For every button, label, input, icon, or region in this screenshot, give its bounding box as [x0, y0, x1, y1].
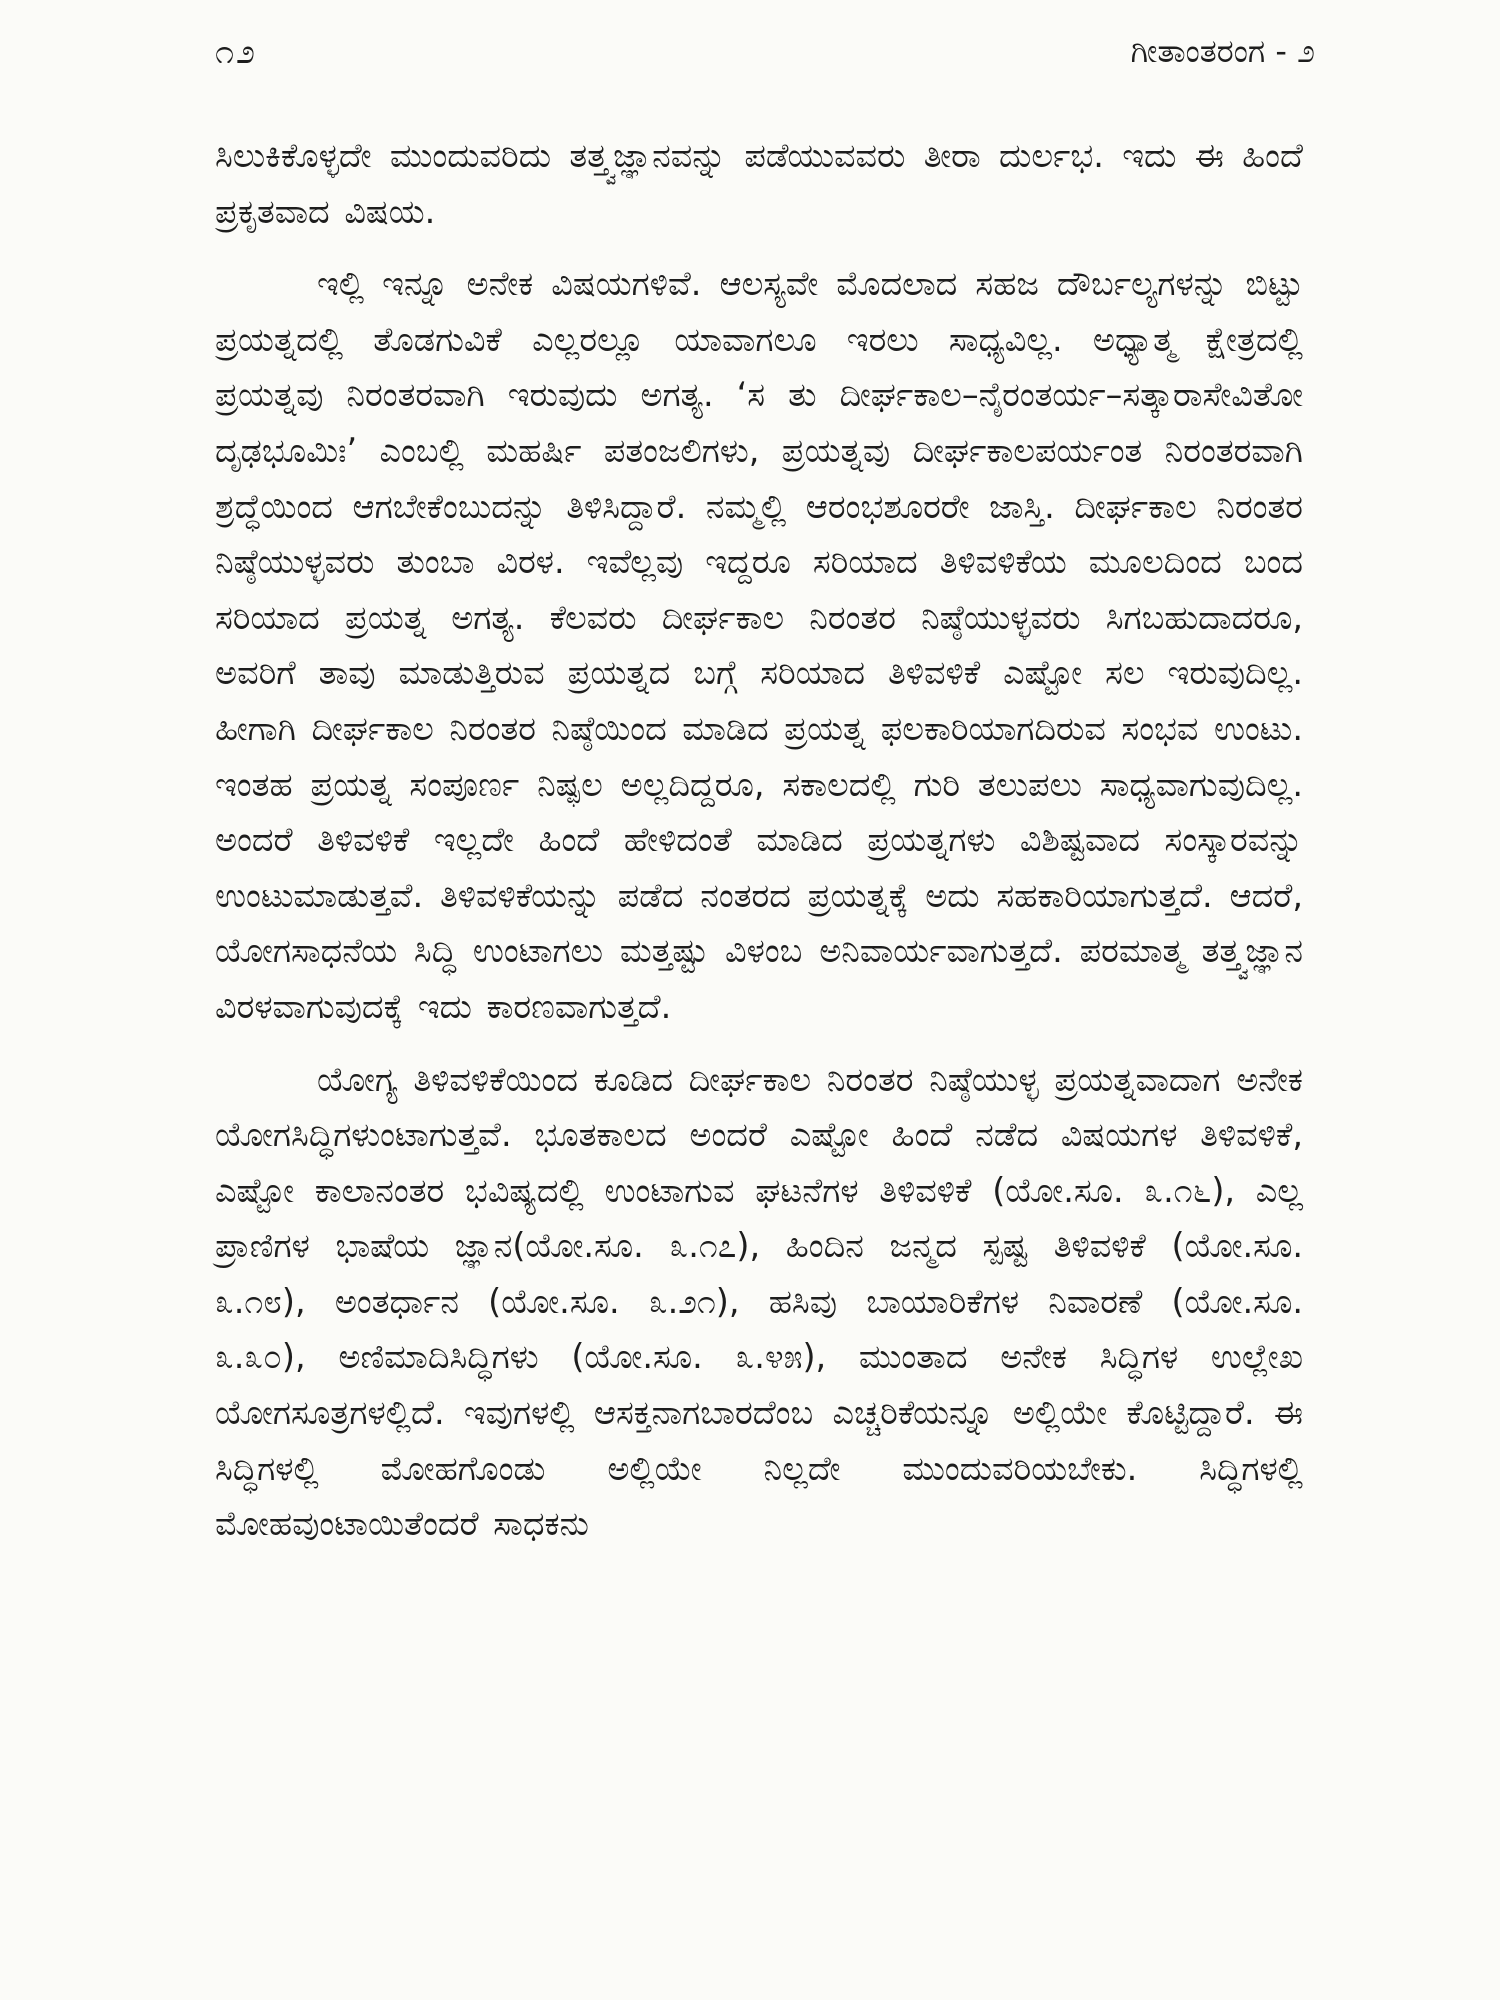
- page-header: [215, 32, 1315, 92]
- paragraph-3: ಯೋಗ್ಯ ತಿಳಿವಳಿಕೆಯಿಂದ ಕೂಡಿದ ದೀರ್ಘಕಾಲ ನಿರಂತರ ನಿಷ್ಠೆಯುಳ್ಳ ಪ್ರಯತ್ನವಾದಾಗ ಅನೇಕ ಯೋಗಸಿದ್ಧಿಗಳುಂಟಾಗುತ್ತವೆ. ಭೂತಕಾಲದ ಅಂದರೆ ಎಷ್ಟೋ ಹಿಂದೆ ನಡೆದ ವಿಷಯಗಳ ತಿಳಿವಳಿಕೆ, ಎಷ್ಟೋ ಕಾಲಾನಂತರ ಭವಿಷ್ಯದಲ್ಲಿ ಉಂಟಾಗುವ ಘಟನೆಗಳ ತಿಳಿವಳಿಕೆ (ಯೋ.ಸೂ. ೩.೧೬), ಎಲ್ಲ ಪ್ರಾಣಿಗಳ ಭಾಷೆಯ ಜ್ಞಾನ(ಯೋ.ಸೂ. ೩.೧೭), ಹಿಂದಿನ ಜನ್ಮದ ಸ್ಪಷ್ಟ ತಿಳಿವಳಿಕೆ (ಯೋ.ಸೂ. ೩.೧೮), ಅಂತರ್ಧಾನ (ಯೋ.ಸೂ. ೩.೨೧), ಹಸಿವು ಬಾಯಾರಿಕೆಗಳ ನಿವಾರಣೆ (ಯೋ.ಸೂ. ೩.೩೦), ಅಣಿಮಾದಿಸಿದ್ಧಿಗಳು (ಯೋ.ಸೂ. ೩.೪೫), ಮುಂತಾದ ಅನೇಕ ಸಿದ್ಧಿಗಳ ಉಲ್ಲೇಖ ಯೋಗಸೂತ್ರಗಳಲ್ಲಿದೆ. ಇವುಗಳಲ್ಲಿ ಆಸಕ್ತನಾಗಬಾರದೆಂಬ ಎಚ್ಚರಿಕೆಯನ್ನೂ ಅಲ್ಲಿಯೇ ಕೊಟ್ಟಿದ್ದಾರೆ. ಈ ಸಿದ್ಧಿಗಳಲ್ಲಿ ಮೋಹಗೊಂಡು ಅಲ್ಲಿಯೇ ನಿಲ್ಲದೇ ಮುಂದುವರಿಯಬೇಕು. ಸಿದ್ಧಿಗಳಲ್ಲಿ ಮೋಹವುಂಟಾಯಿತೆಂದರೆ ಸಾಧಕನು: [215, 1059, 1303, 1544]
- paragraph-2: ಇಲ್ಲಿ ಇನ್ನೂ ಅನೇಕ ವಿಷಯಗಳಿವೆ. ಆಲಸ್ಯವೇ ಮೊದಲಾದ ಸಹಜ ದೌರ್ಬಲ್ಯಗಳನ್ನು ಬಿಟ್ಟು ಪ್ರಯತ್ನದಲ್ಲಿ ತೊಡಗುವಿಕೆ ಎಲ್ಲರಲ್ಲೂ ಯಾವಾಗಲೂ ಇರಲು ಸಾಧ್ಯವಿಲ್ಲ. ಅಧ್ಯಾತ್ಮ ಕ್ಷೇತ್ರದಲ್ಲಿ ಪ್ರಯತ್ನವು ನಿರಂತರವಾಗಿ ಇರುವುದು ಅಗತ್ಯ. ‘ಸ ತು ದೀರ್ಘಕಾಲ–ನೈರಂತರ್ಯ–ಸತ್ಕಾರಾಸೇವಿತೋ ದೃಢಭೂಮಿಃ’ ಎಂಬಲ್ಲಿ ಮಹರ್ಷಿ ಪತಂಜಲಿಗಳು, ಪ್ರಯತ್ನವು ದೀರ್ಘಕಾಲಪರ್ಯಂತ ನಿರಂತರವಾಗಿ ಶ್ರದ್ಧೆಯಿಂದ ಆಗಬೇಕೆಂಬುದನ್ನು ತಿಳಿಸಿದ್ದಾರೆ. ನಮ್ಮಲ್ಲಿ ಆರಂಭಶೂರರೇ ಜಾಸ್ತಿ. ದೀರ್ಘಕಾಲ ನಿರಂತರ ನಿಷ್ಠೆಯುಳ್ಳವರು ತುಂಬಾ ವಿರಳ. ಇವೆಲ್ಲವು ಇದ್ದರೂ ಸರಿಯಾದ ತಿಳಿವಳಿಕೆಯ ಮೂಲದಿಂದ ಬಂದ ಸರಿಯಾದ ಪ್ರಯತ್ನ ಅಗತ್ಯ. ಕೆಲವರು ದೀರ್ಘಕಾಲ ನಿರಂತರ ನಿಷ್ಠೆಯುಳ್ಳವರು ಸಿಗಬಹುದಾದರೂ, ಅವರಿಗೆ ತಾವು ಮಾಡುತ್ತಿರುವ ಪ್ರಯತ್ನದ ಬಗ್ಗೆ ಸರಿಯಾದ ತಿಳಿವಳಿಕೆ ಎಷ್ಟೋ ಸಲ ಇರುವುದಿಲ್ಲ. ಹೀಗಾಗಿ ದೀರ್ಘಕಾಲ ನಿರಂತರ ನಿಷ್ಠೆಯಿಂದ ಮಾಡಿದ ಪ್ರಯತ್ನ ಫಲಕಾರಿಯಾಗದಿರುವ ಸಂಭವ ಉಂಟು. ಇಂತಹ ಪ್ರಯತ್ನ ಸಂಪೂರ್ಣ ನಿಷ್ಫಲ ಅಲ್ಲದಿದ್ದರೂ, ಸಕಾಲದಲ್ಲಿ ಗುರಿ ತಲುಪಲು ಸಾಧ್ಯವಾಗುವುದಿಲ್ಲ. ಅಂದರೆ ತಿಳಿವಳಿಕೆ ಇಲ್ಲದೇ ಹಿಂದೆ ಹೇಳಿದಂತೆ ಮಾಡಿದ ಪ್ರಯತ್ನಗಳು ವಿಶಿಷ್ಟವಾದ ಸಂಸ್ಕಾರವನ್ನು ಉಂಟುಮಾಡುತ್ತವೆ. ತಿಳಿವಳಿಕೆಯನ್ನು ಪಡೆದ ನಂತರದ ಪ್ರಯತ್ನಕ್ಕೆ ಅದು ಸಹಕಾರಿಯಾಗುತ್ತದೆ. ಆದರೆ, ಯೋಗಸಾಧನೆಯ ಸಿದ್ಧಿ ಉಂಟಾಗಲು ಮತ್ತಷ್ಟು ವಿಳಂಬ ಅನಿವಾರ್ಯವಾಗುತ್ತದೆ. ಪರಮಾತ್ಮ ತತ್ತ್ವಜ್ಞಾನ ವಿರಳವಾಗುವುದಕ್ಕೆ ಇದು ಕಾರಣವಾಗುತ್ತದೆ.: [215, 264, 1303, 1026]
- body-text: [215, 128, 1303, 1552]
- running-head: ಗೀತಾಂತರಂಗ - ೨: [1130, 32, 1315, 70]
- paragraph-1: ಸಿಲುಕಿಕೊಳ್ಳದೇ ಮುಂದುವರಿದು ತತ್ತ್ವಜ್ಞಾನವನ್ನು ಪಡೆಯುವವರು ತೀರಾ ದುರ್ಲಭ. ಇದು ಈ ಹಿಂದೆ ಪ್ರಕೃತವಾದ ವಿಷಯ.: [215, 136, 1303, 231]
- page-number: ೧೨: [215, 32, 258, 72]
